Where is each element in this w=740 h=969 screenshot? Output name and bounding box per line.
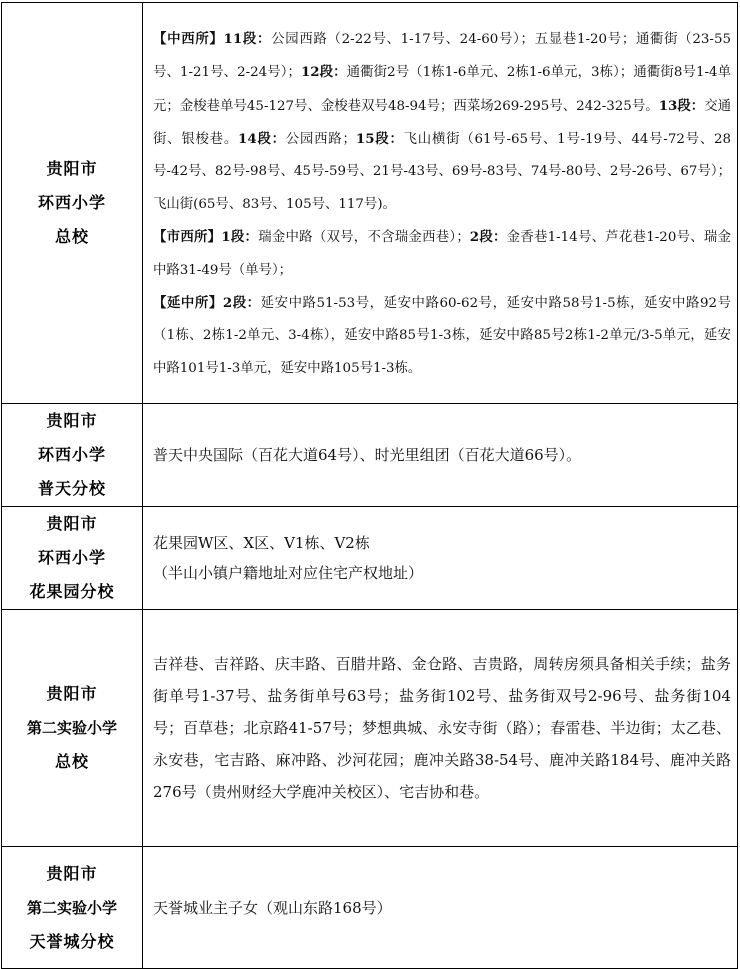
police-station-segment: 【市西所】1段：: [153, 229, 259, 246]
table-row: [2, 507, 738, 610]
zone-paragraph: 普天中央国际（百花大道64号）、时光里组团（百花大道66号）。: [153, 446, 582, 464]
school-name-line: 贵阳市: [46, 684, 98, 703]
zone-address-cell: [143, 507, 738, 610]
school-name-line: 贵阳市: [46, 159, 98, 178]
school-name-cell: [2, 404, 143, 507]
school-name-line: 环西小学: [37, 548, 106, 567]
school-name-line: 第二实验小学: [26, 898, 117, 917]
address-segment: 通衢街2号（1栋1-6单元、2栋1-6单元，3栋）；通衢街8号1-4单元；金梭巷单号45-127号、金梭巷双号48-94号；西菜场269-295号、242-325号。: [153, 65, 731, 114]
address-segment: 瑞金中路（双号，不含瑞金西巷）；: [258, 230, 470, 246]
address-segment: 飞山横街（61号-65号、1号-19号、44号-72号、28号-42号、82号-98号、45号-59号、21号-43号、69号-83号、74号-80号、2号-26号、67号）；飞山街(65号、83号、105号、117号)。: [153, 131, 732, 212]
segment-number: 12段：: [300, 64, 347, 81]
police-station-segment: 【中西所】11段：: [153, 30, 272, 47]
zone-paragraph: 天誉城业主子女（观山东路168号）: [153, 898, 392, 917]
zone-paragraph: [153, 23, 731, 221]
school-name-cell: [2, 3, 143, 404]
zone-paragraph: 吉祥巷、吉祥路、庆丰路、百腊井路、金仓路、吉贵路，周转房须具备相关手续；盐务街单号1-37号、盐务街单号63号；盐务街102号、盐务街双号2-96号、盐务街104号；百草巷；北京路41-57号；梦想典城、永安寺街（路）；春雷巷、半边街；太乙巷、永安巷，宅吉路、麻冲路、沙河花园；鹿冲关路38-54号、鹿冲关路184号、鹿冲关路276号（贵州财经大学鹿冲关校区）、宅吉协和巷。: [153, 655, 731, 801]
zone-paragraph: [153, 221, 731, 287]
segment-number: 14段：: [238, 130, 286, 147]
school-name-line: 普天分校: [37, 479, 106, 498]
school-name-cell: [2, 847, 143, 969]
police-station-segment: 【延中所】2段：: [153, 295, 261, 312]
table-row: [2, 610, 738, 847]
school-name-line: 总校: [54, 227, 89, 246]
school-name-line: 贵阳市: [46, 863, 98, 883]
table-row: [2, 404, 738, 507]
segment-number: 2段：: [469, 229, 507, 246]
school-district-table: [1, 2, 738, 969]
address-segment: 延安中路51-53号，延安中路60-62号，延安中路58号1-5栋，延安中路92号（1栋、2栋1-2单元、3-4栋），延安中路85号1-3栋，延安中路85号2栋1-2单元/3-5单元，延安中路101号1-3单元，延安中路105号1-3栋。: [153, 296, 731, 376]
school-name-line: 贵阳市: [46, 411, 98, 430]
segment-number: 15段：: [355, 130, 404, 147]
table-row: [2, 3, 738, 404]
school-name-cell: [2, 610, 143, 847]
school-name-line: 环西小学: [37, 445, 106, 464]
address-segment: 公园西路；: [285, 131, 356, 147]
school-name-cell: [2, 507, 143, 610]
address-segment: 金香巷1-14号、芦花巷1-20号、瑞金中路31-49号（单号）；: [153, 230, 731, 278]
table-row: [2, 847, 738, 969]
school-name-line: 花果园分校: [29, 582, 115, 601]
zone-paragraph: 花果园W区、X区、V1栋、V2栋: [153, 534, 370, 552]
zone-paragraph: （半山小镇户籍地址对应住宅产权地址）: [153, 564, 424, 582]
address-segment: 公园西路（2-22号、1-17号、24-60号）；五显巷1-20号；通衢街（23-55号、1-21号、2-24号）；: [153, 31, 731, 81]
zone-paragraph: [153, 287, 731, 385]
zone-address-cell: [143, 3, 738, 404]
address-segment: 交通街、银梭巷。: [153, 98, 731, 147]
zone-address-cell: [143, 610, 738, 847]
school-name-line: 第二实验小学: [26, 719, 117, 737]
school-name-line: 贵阳市: [46, 514, 98, 533]
school-name-line: 天誉城分校: [29, 931, 115, 951]
segment-number: 13段：: [658, 97, 705, 114]
zone-address-cell: [143, 404, 738, 507]
school-name-line: 总校: [54, 752, 89, 771]
zone-address-cell: [143, 847, 738, 969]
school-name-line: 环西小学: [37, 193, 106, 212]
